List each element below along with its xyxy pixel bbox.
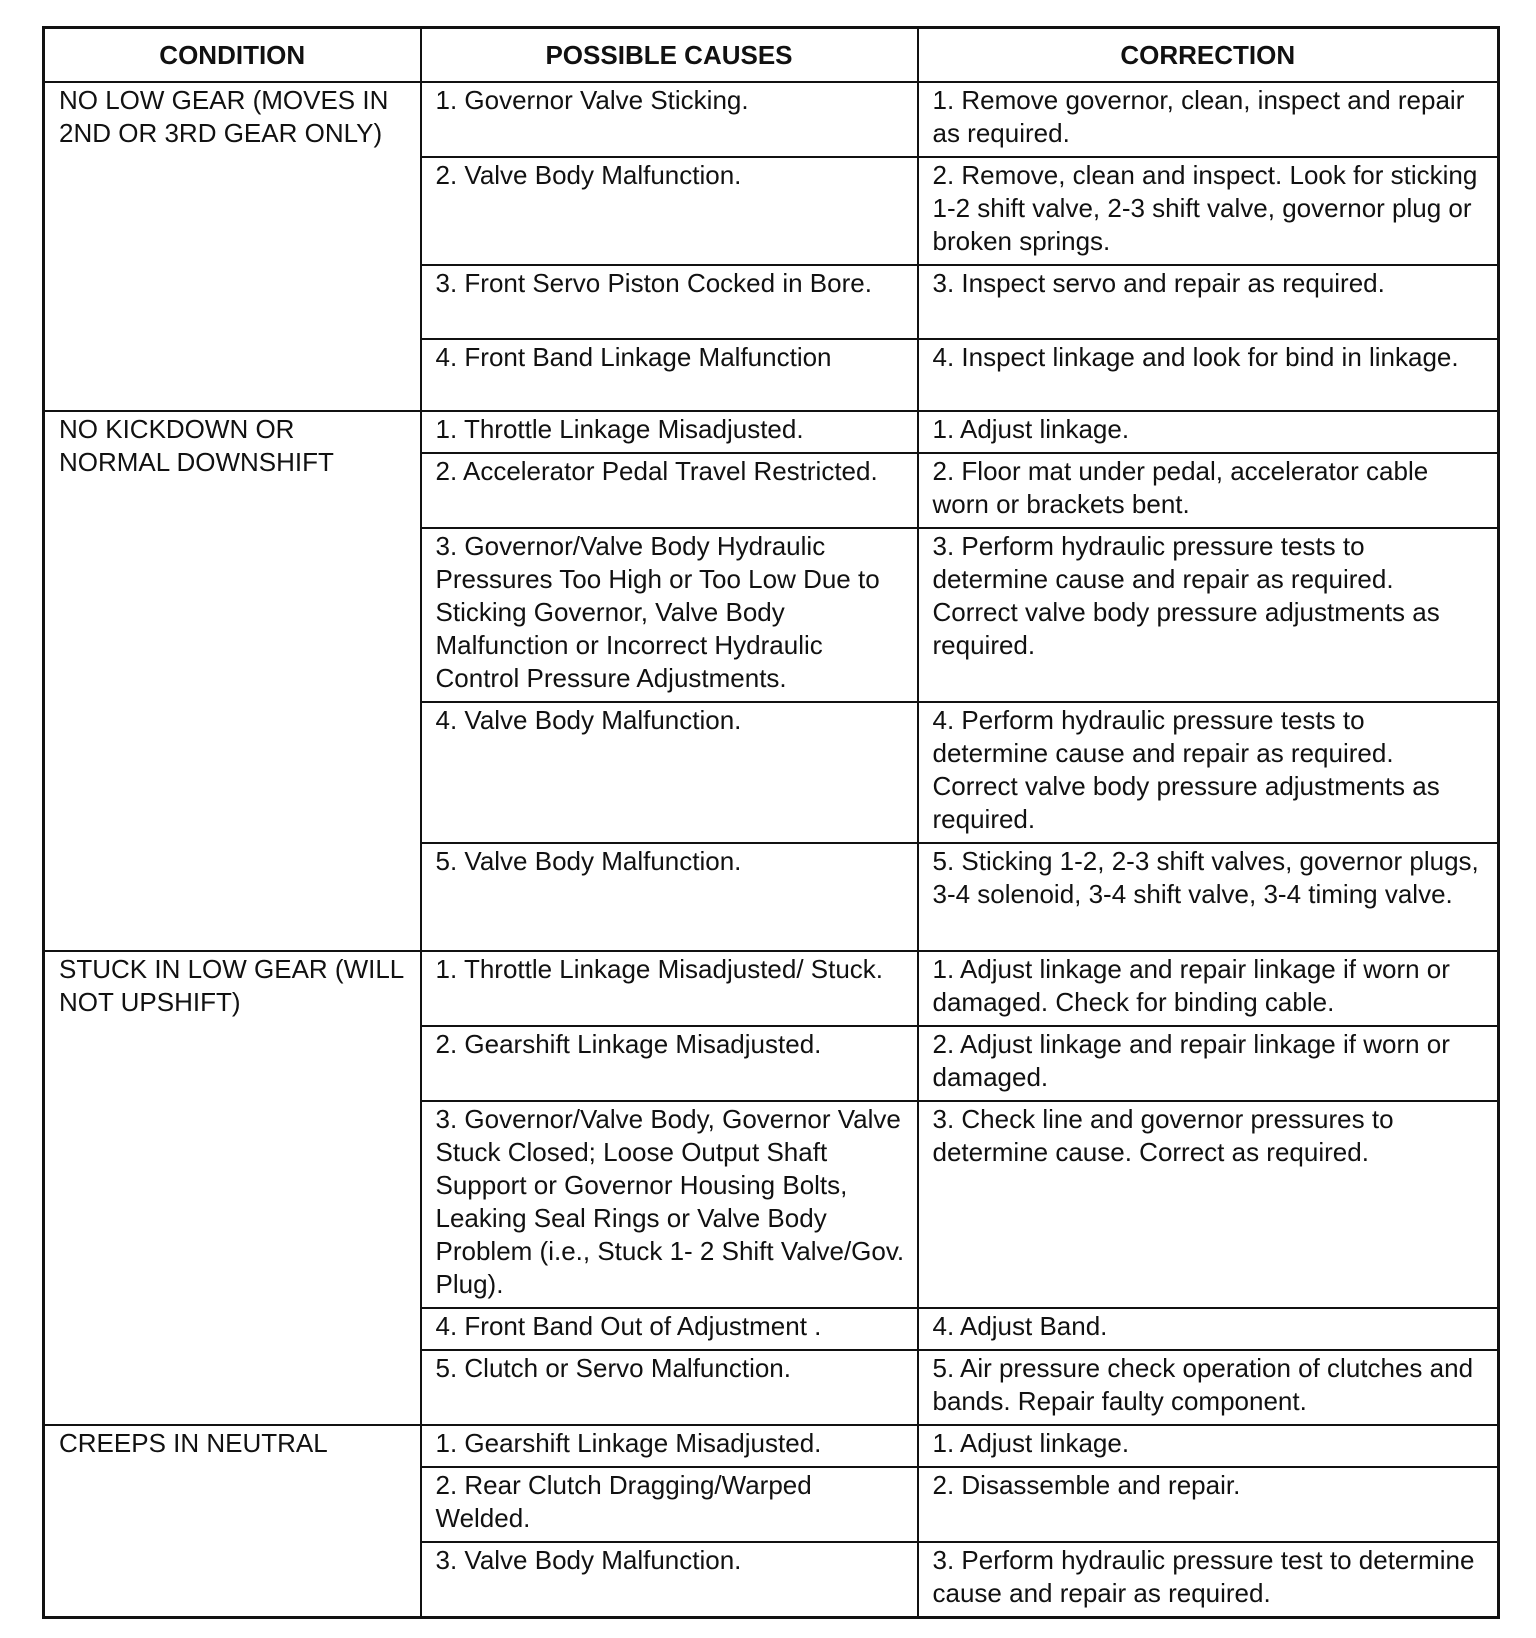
cause-cell: 1. Gearshift Linkage Misadjusted. bbox=[421, 1425, 918, 1467]
condition-cell: CREEPS IN NEUTRAL bbox=[44, 1425, 421, 1618]
cause-cell: 1. Governor Valve Sticking. bbox=[421, 82, 918, 157]
correction-cell: 1. Remove governor, clean, inspect and repair as required. bbox=[918, 82, 1499, 157]
cause-cell: 3. Governor/Valve Body, Governor Valve Stuck Closed; Loose Output Shaft Support or Governor Housing Bolts, Leaking Seal Rings or Valve Body Problem (i.e., Stuck 1- 2 Shift Valve/Gov. Plug). bbox=[421, 1101, 918, 1308]
correction-cell: 4. Adjust Band. bbox=[918, 1308, 1499, 1350]
condition-cell: NO KICKDOWN OR NORMAL DOWNSHIFT bbox=[44, 411, 421, 951]
condition-cell: NO LOW GEAR (MOVES IN 2ND OR 3RD GEAR ONLY) bbox=[44, 82, 421, 411]
correction-cell: 1. Adjust linkage. bbox=[918, 411, 1499, 453]
cause-cell: 2. Accelerator Pedal Travel Restricted. bbox=[421, 453, 918, 528]
cause-cell: 4. Valve Body Malfunction. bbox=[421, 702, 918, 843]
correction-cell: 1. Adjust linkage and repair linkage if worn or damaged. Check for binding cable. bbox=[918, 951, 1499, 1026]
correction-cell: 5. Sticking 1-2, 2-3 shift valves, governor plugs, 3-4 solenoid, 3-4 shift valve, 3-4 timing valve. bbox=[918, 843, 1499, 951]
correction-cell: 2. Adjust linkage and repair linkage if worn or damaged. bbox=[918, 1026, 1499, 1101]
correction-cell: 5. Air pressure check operation of clutches and bands. Repair faulty component. bbox=[918, 1350, 1499, 1425]
header-correction: CORRECTION bbox=[918, 28, 1499, 83]
correction-cell: 3. Perform hydraulic pressure tests to determine cause and repair as required. Correct valve body pressure adjustments as required. bbox=[918, 528, 1499, 702]
table-row bbox=[44, 1425, 1499, 1467]
correction-cell: 4. Perform hydraulic pressure tests to determine cause and repair as required. Correct valve body pressure adjustments as required. bbox=[918, 702, 1499, 843]
cause-cell: 1. Throttle Linkage Misadjusted/ Stuck. bbox=[421, 951, 918, 1026]
cause-cell: 4. Front Band Out of Adjustment . bbox=[421, 1308, 918, 1350]
table-row bbox=[44, 951, 1499, 1026]
cause-cell: 3. Governor/Valve Body Hydraulic Pressures Too High or Too Low Due to Sticking Governor, Valve Body Malfunction or Incorrect Hydraulic Control Pressure Adjustments. bbox=[421, 528, 918, 702]
table-row bbox=[44, 411, 1499, 453]
cause-cell: 2. Valve Body Malfunction. bbox=[421, 157, 918, 265]
correction-cell: 3. Inspect servo and repair as required. bbox=[918, 265, 1499, 339]
correction-cell: 2. Floor mat under pedal, accelerator cable worn or brackets bent. bbox=[918, 453, 1499, 528]
header-condition: CONDITION bbox=[44, 28, 421, 83]
table-row bbox=[44, 82, 1499, 157]
diagnosis-sheet bbox=[42, 26, 1497, 1619]
correction-cell: 3. Check line and governor pressures to determine cause. Correct as required. bbox=[918, 1101, 1499, 1308]
cause-cell: 4. Front Band Linkage Malfunction bbox=[421, 339, 918, 411]
header-row bbox=[44, 28, 1499, 83]
correction-cell: 4. Inspect linkage and look for bind in linkage. bbox=[918, 339, 1499, 411]
correction-cell: 3. Perform hydraulic pressure test to determine cause and repair as required. bbox=[918, 1542, 1499, 1618]
diagnosis-table bbox=[42, 26, 1500, 1619]
cause-cell: 5. Valve Body Malfunction. bbox=[421, 843, 918, 951]
condition-cell: STUCK IN LOW GEAR (WILL NOT UPSHIFT) bbox=[44, 951, 421, 1425]
cause-cell: 1. Throttle Linkage Misadjusted. bbox=[421, 411, 918, 453]
correction-cell: 1. Adjust linkage. bbox=[918, 1425, 1499, 1467]
correction-cell: 2. Remove, clean and inspect. Look for sticking 1-2 shift valve, 2-3 shift valve, governor plug or broken springs. bbox=[918, 157, 1499, 265]
cause-cell: 3. Front Servo Piston Cocked in Bore. bbox=[421, 265, 918, 339]
cause-cell: 2. Rear Clutch Dragging/Warped Welded. bbox=[421, 1467, 918, 1542]
cause-cell: 5. Clutch or Servo Malfunction. bbox=[421, 1350, 918, 1425]
cause-cell: 2. Gearshift Linkage Misadjusted. bbox=[421, 1026, 918, 1101]
header-possible-causes: POSSIBLE CAUSES bbox=[421, 28, 918, 83]
cause-cell: 3. Valve Body Malfunction. bbox=[421, 1542, 918, 1618]
correction-cell: 2. Disassemble and repair. bbox=[918, 1467, 1499, 1542]
